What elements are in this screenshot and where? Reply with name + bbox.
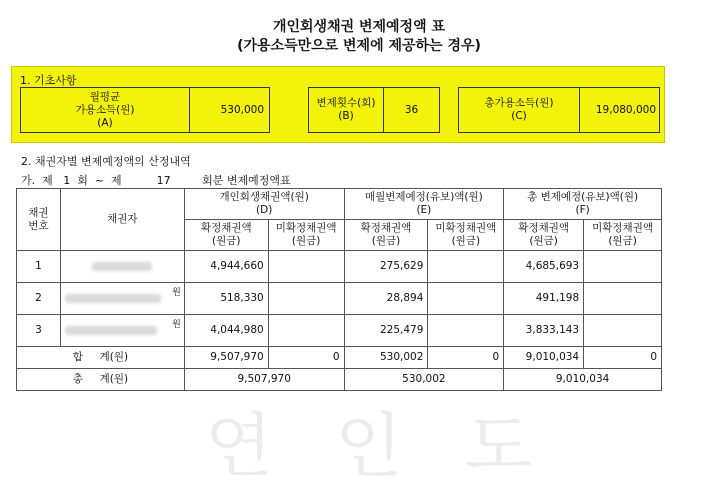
sum-claim-confirmed: 9,507,970	[184, 347, 268, 369]
total-income-label	[459, 88, 580, 132]
claim-unconfirmed	[268, 283, 344, 315]
claim-unconfirmed	[268, 315, 344, 347]
monthly-income-label-line2: 가용소득(원)	[75, 103, 135, 116]
monthly-income-value: 530,000	[220, 103, 264, 116]
sum-monthly-confirmed: 530,002	[344, 347, 428, 369]
sum-row	[17, 347, 662, 369]
grand-total-total: 9,010,034	[504, 369, 662, 391]
total-unconfirmed	[584, 251, 662, 283]
header-total-repayment: 총 변제예정(유보)액(원) (F)	[504, 189, 662, 220]
total-confirmed: 3,833,143	[504, 315, 584, 347]
total-unconfirmed	[584, 283, 662, 315]
creditor-name-redacted	[60, 251, 184, 283]
basic-info-heading: 1. 기초사항	[20, 74, 77, 87]
monthly-income-label-line1: 월평균	[89, 90, 121, 103]
claim-confirmed: 4,944,660	[184, 251, 268, 283]
total-income-label-line2: (C)	[511, 110, 527, 122]
basic-info-section	[11, 66, 665, 143]
total-confirmed: 491,198	[504, 283, 584, 315]
document-title: 개인회생채권 변제예정액 표	[272, 19, 446, 35]
monthly-confirmed: 28,894	[344, 283, 428, 315]
repayment-count-value: 36	[404, 103, 419, 116]
creditor-name-redacted	[60, 283, 184, 315]
grand-total-claim: 9,507,970	[184, 369, 344, 391]
monthly-unconfirmed	[428, 315, 504, 347]
row-number: 2	[17, 283, 61, 315]
monthly-income-label-line3: (A)	[97, 116, 113, 129]
header-creditor: 채권자	[60, 189, 184, 251]
claim-confirmed: 4,044,980	[184, 315, 268, 347]
sum-total-unconfirmed: 0	[584, 347, 662, 369]
document-subtitle: (가용소득만으로 변제에 제공하는 경우)	[237, 38, 481, 54]
monthly-income-box	[20, 87, 270, 133]
grand-total-row	[17, 369, 662, 391]
repayment-count-box	[308, 87, 440, 133]
header-e-confirmed: 확정채권액 (원금)	[344, 220, 428, 251]
header-e-unconfirmed: 미확정채권액 (원금)	[428, 220, 504, 251]
sum-monthly-unconfirmed: 0	[428, 347, 504, 369]
row-number: 1	[17, 251, 61, 283]
row-number: 3	[17, 315, 61, 347]
claim-confirmed: 518,330	[184, 283, 268, 315]
grand-total-monthly: 530,002	[344, 369, 504, 391]
repayment-count-label-line2: (B)	[338, 110, 354, 122]
table-row	[17, 251, 662, 283]
header-claim-amount: 개인회생채권액(원) (D)	[184, 189, 344, 220]
monthly-unconfirmed	[428, 251, 504, 283]
monthly-confirmed: 225,479	[344, 315, 428, 347]
sum-total-confirmed: 9,010,034	[504, 347, 584, 369]
section2-subheading: 가. 제 1 회 ~ 제 17 회분 변제예정액표	[21, 174, 291, 187]
monthly-income-label	[21, 88, 190, 132]
header-monthly-repayment: 매월변제예정(유보)액(원) (E)	[344, 189, 504, 220]
table-row	[17, 283, 662, 315]
creditor-name-redacted	[60, 315, 184, 347]
monthly-confirmed: 275,629	[344, 251, 428, 283]
sum-claim-unconfirmed: 0	[268, 347, 344, 369]
claim-unconfirmed	[268, 251, 344, 283]
total-confirmed: 4,685,693	[504, 251, 584, 283]
header-creditor-number: 채권 번호	[17, 189, 61, 251]
grand-total-label: 총 계(원)	[17, 369, 185, 391]
header-d-confirmed: 확정채권액 (원금)	[184, 220, 268, 251]
creditor-suffix: 원	[172, 320, 181, 330]
table-row	[17, 315, 662, 347]
section2-heading: 2. 채권자별 변제예정액의 산정내역	[21, 155, 191, 168]
repayment-count-label	[309, 88, 384, 132]
header-f-confirmed: 확정채권액 (원금)	[504, 220, 584, 251]
header-d-unconfirmed: 미확정채권액 (원금)	[268, 220, 344, 251]
total-income-label-line1: 총가용소득(원)	[484, 97, 554, 109]
header-f-unconfirmed: 미확정채권액 (원금)	[584, 220, 662, 251]
total-unconfirmed	[584, 315, 662, 347]
total-income-box	[458, 87, 660, 133]
creditor-suffix: 원	[172, 288, 181, 298]
watermark: 연 인 도	[205, 405, 553, 487]
repayment-count-label-line1: 변제횟수(회)	[316, 97, 376, 109]
total-income-value: 19,080,000	[595, 103, 656, 116]
monthly-unconfirmed	[428, 283, 504, 315]
sum-label: 합 계(원)	[17, 347, 185, 369]
repayment-table	[16, 188, 662, 391]
